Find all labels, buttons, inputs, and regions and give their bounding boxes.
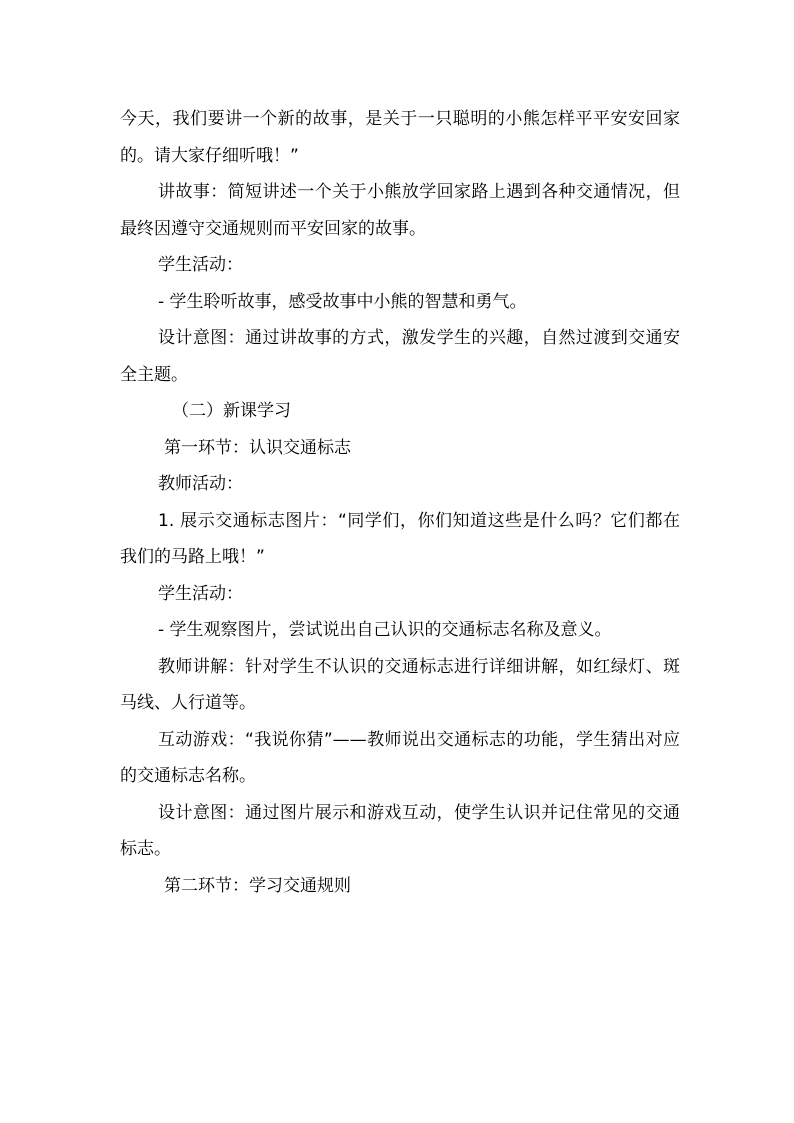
paragraph-show-signs: 1. 展示交通标志图片：“同学们，你们知道这些是什么吗？它们都在我们的马路上哦！” [120,510,680,567]
paragraph-teacher-activity-label: 教师活动： [158,474,243,494]
paragraph-teacher-explain: 教师讲解：针对学生不认识的交通标志进行详细讲解，如红绿灯、斑马线、人行道等。 [120,656,680,713]
section-heading-new-lesson: （二）新课学习 [172,401,291,421]
subsection-heading-traffic-signs: 第一环节：认识交通标志 [164,437,351,458]
paragraph-student-observe: - 学生观察图片，尝试说出自己认识的交通标志名称及意义。 [158,620,612,640]
paragraph-design-intent-2: 设计意图：通过图片展示和游戏互动，使学生认识并记住常见的交通标志。 [120,802,680,859]
subsection-heading-traffic-rules: 第二环节：学习交通规则 [164,875,351,896]
paragraph-interactive-game: 互动游戏：“我说你猜”——教师说出交通标志的功能，学生猜出对应的交通标志名称。 [120,729,680,786]
paragraph-student-listen: - 学生聆听故事，感受故事中小熊的智慧和勇气。 [158,291,527,312]
paragraph-tell-story: 讲故事：简短讲述一个关于小熊放学回家路上遇到各种交通情况，但最终因遵守交通规则而平安回家的故事。 [120,182,680,239]
document-body [120,101,680,904]
paragraph-story-intro: 今天，我们要讲一个新的故事，是关于一只聪明的小熊怎样平平安安回家的。请大家仔细听哦！” [120,109,680,166]
paragraph-student-activity-label-2: 学生活动： [158,583,243,604]
paragraph-design-intent: 设计意图：通过讲故事的方式，激发学生的兴趣，自然过渡到交通安全主题。 [120,328,680,385]
paragraph-student-activity-label: 学生活动： [158,255,243,275]
